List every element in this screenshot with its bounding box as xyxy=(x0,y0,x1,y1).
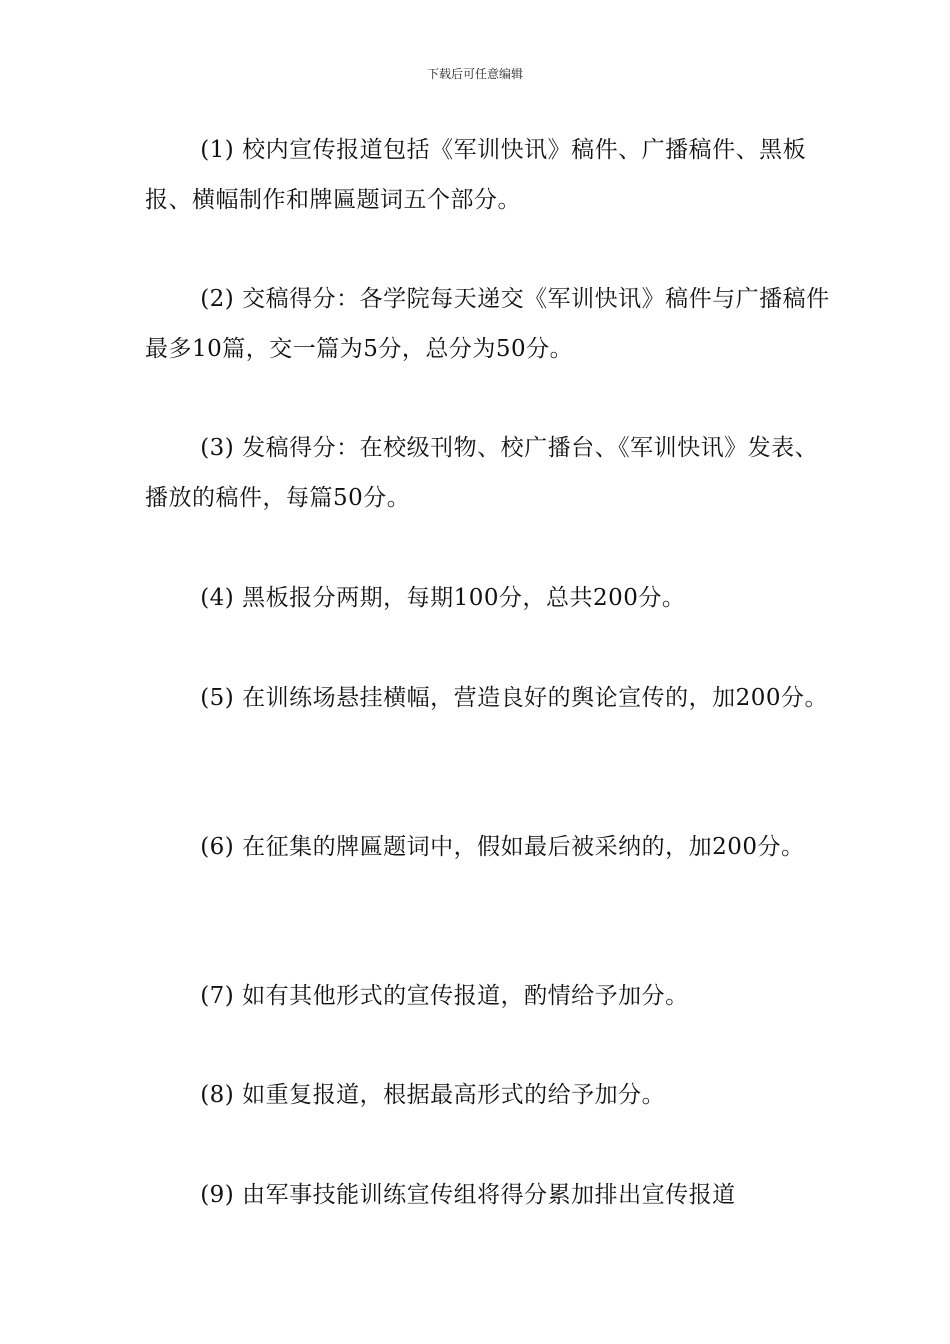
paragraph-4: (4) 黑板报分两期，每期100分，总共200分。 xyxy=(200,585,686,611)
paragraph-6: (6) 在征集的牌匾题词中，假如最后被采纳的，加200分。 xyxy=(200,834,805,860)
paragraph-3: (3) 发稿得分：在校级刊物、校广播台、《军训快讯》发表、播放的稿件，每篇50分。 xyxy=(145,435,819,511)
paragraph-9: (9) 由军事技能训练宣传组将得分累加排出宣传报道 xyxy=(200,1182,736,1208)
paragraph-5: (5) 在训练场悬挂横幅，营造良好的舆论宣传的，加200分。 xyxy=(200,685,828,711)
paragraph-2: (2) 交稿得分：各学院每天递交《军训快讯》稿件与广播稿件最多10篇，交一篇为5分，总分为50分。 xyxy=(145,286,830,362)
paragraph-7: (7) 如有其他形式的宣传报道，酌情给予加分。 xyxy=(200,983,689,1009)
paragraph-1: (1) 校内宣传报道包括《军训快讯》稿件、广播稿件、黑板报、横幅制作和牌匾题词五个部分。 xyxy=(145,137,807,213)
paragraph-8: (8) 如重复报道，根据最高形式的给予加分。 xyxy=(200,1082,666,1108)
page-header: 下载后可任意编辑 xyxy=(426,67,523,81)
